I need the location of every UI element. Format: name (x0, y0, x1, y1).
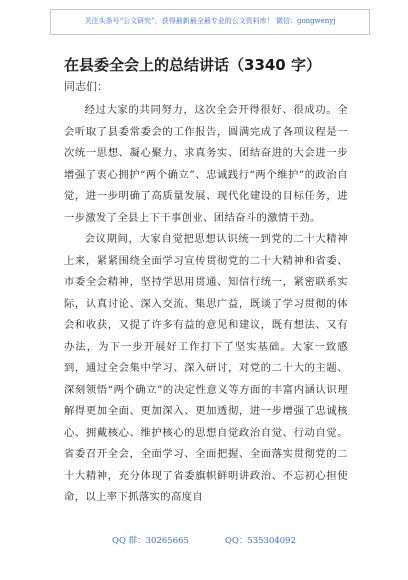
document-title: 在县委全会上的总结讲话（3340 字） (64, 56, 321, 74)
document-body (64, 100, 348, 509)
footer-contact (0, 534, 408, 546)
paragraph-2: 会议期间，大家自觉把思想认识统一到党的二十大精神上来，紧紧围绕全面学习宣传贯彻党的二十大精神和省委、市委全会精神，坚持学思用贯通、知信行统一，紧密联系实际，认真讨论、深入交流、集思广益，既谈了学习贯彻的体会和收获，又提了许多有益的意见和建议，既有想法、又有办法，为下一步开展好工作打下了坚实基础。大家一致感到，通过全会集中学习、深入研讨，对党的二十大的主题、深刻领悟“两个确立”的决定性意义等方面的丰富内涵认识理解得更加全面、更加深入、更加透彻，进一步增强了忠诚核心、拥戴核心、维护核心的思想自觉政治自觉、行动自觉。省委召开全会，全面学习、全面把握、全面落实贯彻党的二十大精神，充分体现了省委旗帜鲜明讲政治、不忘初心担使命，以上率下抓落实的高度自 (64, 233, 348, 503)
header-banner-text: 关注头条号“公文研究”，获得最新最全最专业的公文资料库！ 微信：gongwenyj (84, 17, 336, 25)
header-banner (50, 9, 370, 35)
salutation: 同志们： (64, 80, 108, 93)
footer-qq: QQ：535304092 (224, 536, 296, 546)
paragraph-1: 经过大家的共同努力，这次全会开得很好、很成功。全会听取了县委常委会的工作报告，圆满完成了各项议程是一次统一思想、凝心聚力、求真务实、团结奋进的大会进一步增强了衷心拥护“两个确立”、忠诚践行“两个维护”的政治自觉，进一步明确了高质量发展、现代化建设的目标任务，进一步激发了全县上下干事创业、团结奋斗的激情干劲。 (64, 104, 348, 224)
footer-qq-group: QQ 群：30265665 (111, 536, 189, 546)
